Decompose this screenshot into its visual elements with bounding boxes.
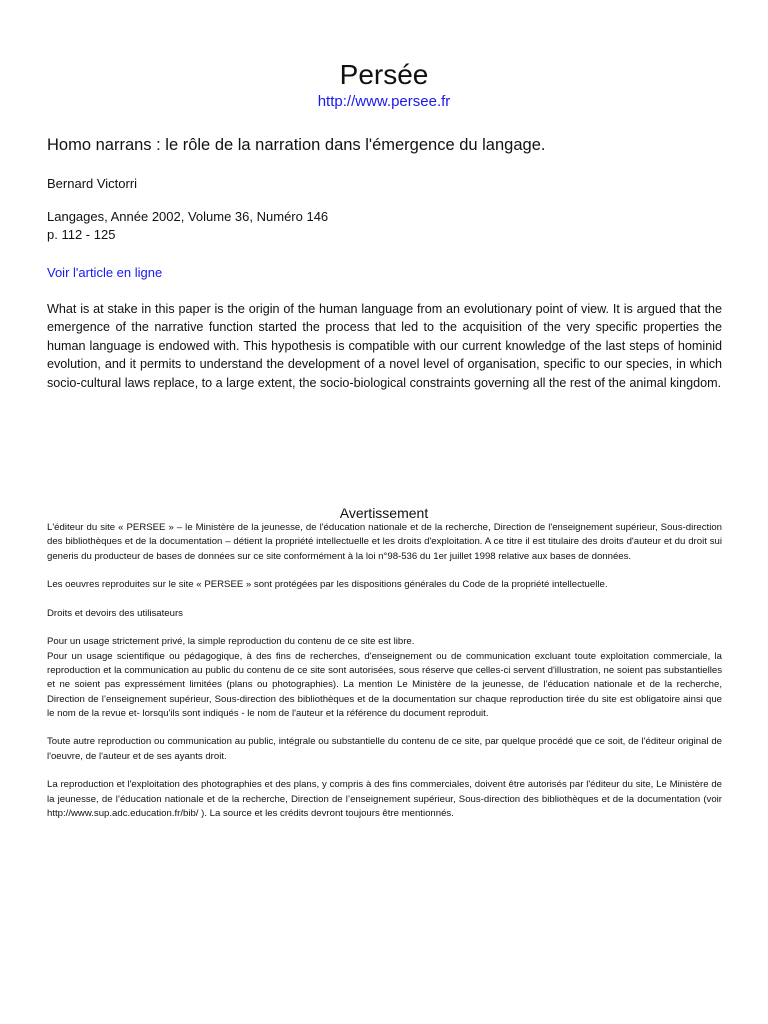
view-article-online-link[interactable]: Voir l'article en ligne — [47, 265, 163, 280]
notice-paragraph-other-reproduction: Toute autre reproduction ou communication au public, intégrale ou substantielle du contenu de ce site, par quelque procédé que ce soit, de l'éditeur original de l'oeuvre, de l'auteur et de ses ayants droit. — [47, 736, 722, 762]
notice-scientific-use: Pour un usage scientifique ou pédagogique, à des fins de recherches, d'enseignement ou de communication excluant toute exploitation commerciale, la reproduction et la communication au public du contenu de ce site sont autorisées, sous réserve que celles-ci servent d'illustration, ne soient pas substantielles et ne soient pas expressément limitées (plans ou photographies). La mention Le Ministère de la jeunesse, de l’éducation nationale et de la recherche, Direction de l’enseignement supérieur, Sous-direction des bibliothèques et de la documentation sur chaque reproduction tirée du site est obligatoire ainsi que le nom de la revue et- lorsqu'ils sont indiqués - le nom de l'auteur et la référence du document reproduit. — [47, 650, 722, 719]
notice-paragraph-photographs: La reproduction et l'exploitation des photographies et des plans, y compris à des fins commerciales, doivent être autorisés par l'éditeur du site, Le Ministère de la jeunesse, de l’éducation nationale et de la recherche, Direction de l’enseignement supérieur, Sous-direction des bibliothèques et de la documentation (voir http://www.sup.adc.education.fr/bib/ ). La source et les crédits devront toujours être mentionnés. — [47, 779, 722, 819]
notice-private-use: Pour un usage strictement privé, la simple reproduction du contenu de ce site est libre. — [47, 636, 415, 648]
citation-journal: Langages, Année 2002, Volume 36, Numéro 146 — [47, 209, 329, 224]
article-author: Bernard Victorri — [47, 176, 138, 191]
site-name: Persée — [339, 59, 429, 90]
notice-body — [47, 521, 722, 836]
site-url-link[interactable]: http://www.persee.fr — [317, 93, 451, 110]
notice-title: Avertissement — [339, 505, 429, 521]
article-citation — [47, 208, 722, 244]
notice-paragraph-usage — [47, 635, 722, 721]
site-header — [0, 58, 768, 112]
article-title: Homo narrans : le rôle de la narration dans l'émergence du langage. — [47, 136, 546, 154]
citation-pages: p. 112 - 125 — [47, 227, 116, 242]
notice-paragraph-protection: Les oeuvres reproduites sur le site « PERSEE » sont protégées par les dispositions générales du Code de la propriété intellectuelle. — [47, 579, 608, 591]
notice-paragraph-publisher: L'éditeur du site « PERSEE » – le Ministère de la jeunesse, de l'éducation nationale et de la recherche, Direction de l'enseignement supérieur, Sous-direction des bibliothèques et de la documentation – détient la propriété intellectuelle et les droits d'exploitation. A ce titre il est titulaire des droits d'auteur et du droit sui generis du producteur de bases de données sur ce site conformément à la loi n°98-536 du 1er juillet 1998 relative aux bases de données. — [47, 522, 722, 562]
article-abstract: What is at stake in this paper is the origin of the human language from an evolutionary point of view. It is argued that the emergence of the narrative function started the process that led to the acquisition of the very specific properties the human language is endowed with. This hypothesis is compatible with our current knowledge of the last steps of hominid evolution, and it permits to understand the development of a novel level of organisation, specific to our species, in which socio-cultural laws replace, to a large extent, the socio-biological constraints governing all the rest of the animal kingdom. — [47, 302, 722, 390]
notice-paragraph-user-rights: Droits et devoirs des utilisateurs — [47, 607, 183, 619]
